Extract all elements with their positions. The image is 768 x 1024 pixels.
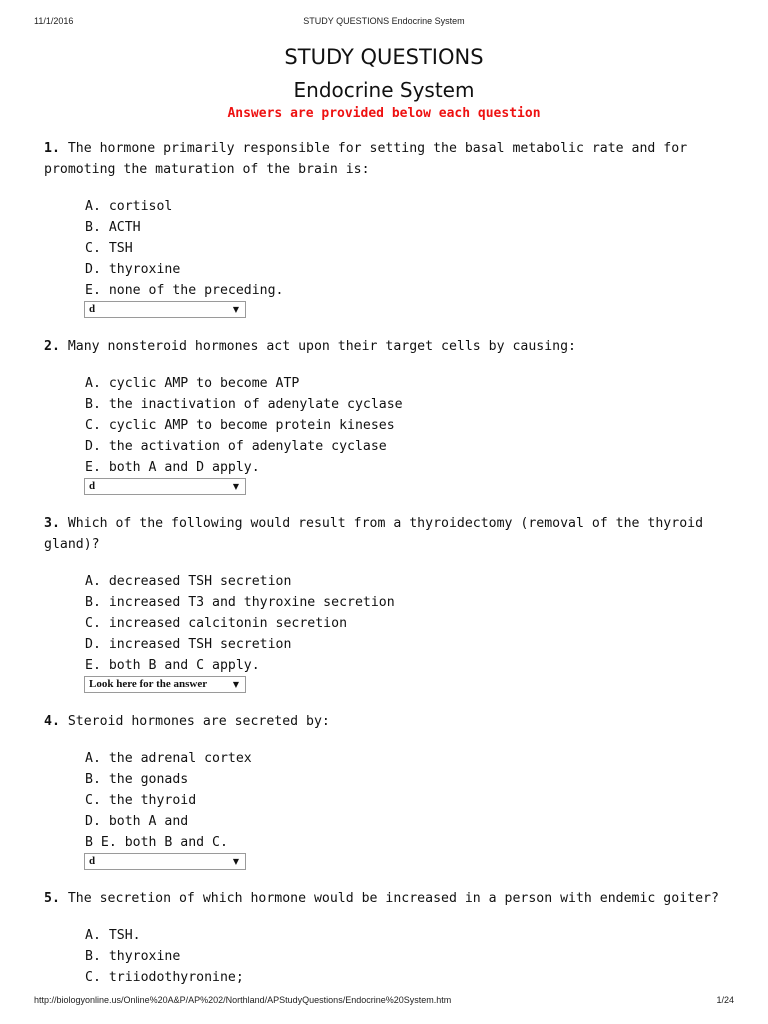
question-1 (44, 138, 734, 318)
answer-dropdown-value: Look here for the answer (89, 678, 208, 690)
question-number: 4. (44, 714, 60, 729)
choice-list (85, 925, 734, 988)
triangle-down-icon: ▼ (232, 680, 239, 689)
question-text (44, 513, 734, 555)
choice-list (85, 748, 734, 853)
choice-e: E. none of the preceding. (85, 283, 284, 298)
question-text (44, 336, 734, 357)
page-title: STUDY QUESTIONS (284, 45, 484, 69)
answer-dropdown-value: d (89, 855, 96, 867)
question-number: 1. (44, 141, 60, 156)
question-text (44, 888, 734, 909)
choice-c: C. TSH (85, 241, 133, 256)
choice-c: C. triiodothyronine; (85, 970, 244, 985)
choice-list (85, 196, 734, 301)
choice-b: B. the inactivation of adenylate cyclase (85, 397, 403, 412)
choice-e: E. both B and C apply. (85, 658, 260, 673)
choice-d: D. thyroxine (85, 262, 181, 277)
question-body: The secretion of which hormone would be increased in a person with endemic goiter? (67, 891, 719, 906)
page-url: http://biologyonline.us/Online%20A&P/AP%202/Northland/APStudyQuestions/Endocrine%20System.htm (34, 995, 452, 1005)
question-number: 3. (44, 516, 60, 531)
choice-list (85, 571, 734, 676)
question-number: 2. (44, 339, 60, 354)
choice-a: A. TSH. (85, 928, 141, 943)
question-body: The hormone primarily responsible for setting the basal metabolic rate and for promoting the maturation of the brain is: (44, 141, 688, 177)
choice-d: D. increased TSH secretion (85, 637, 292, 652)
choice-d: D. the activation of adenylate cyclase (85, 439, 387, 454)
triangle-down-icon: ▼ (232, 305, 239, 314)
answer-dropdown[interactable] (84, 301, 246, 318)
question-list (44, 138, 734, 988)
answer-dropdown[interactable] (84, 853, 246, 870)
page-number: 1/24 (716, 995, 734, 1005)
print-date: 11/1/2016 (34, 16, 74, 26)
question-text (44, 711, 734, 732)
page-subtitle: Endocrine System (293, 78, 475, 102)
triangle-down-icon: ▼ (232, 857, 239, 866)
question-4 (44, 711, 734, 870)
choice-b: B. thyroxine (85, 949, 181, 964)
choice-a: A. cyclic AMP to become ATP (85, 376, 300, 391)
question-3 (44, 513, 734, 693)
question-body: Which of the following would result from a thyroidectomy (removal of the thyroid gland)? (44, 516, 704, 552)
choice-e: B E. both B and C. (85, 835, 228, 850)
question-5 (44, 888, 734, 988)
answer-dropdown[interactable] (84, 478, 246, 495)
choice-list (85, 373, 734, 478)
choice-a: A. cortisol (85, 199, 173, 214)
question-body: Steroid hormones are secreted by: (67, 714, 330, 729)
question-number: 5. (44, 891, 60, 906)
choice-c: C. increased calcitonin secretion (85, 616, 348, 631)
choice-e: E. both A and D apply. (85, 460, 260, 475)
answer-dropdown-value: d (89, 303, 96, 315)
print-title: STUDY QUESTIONS Endocrine System (303, 16, 465, 26)
question-2 (44, 336, 734, 495)
answer-dropdown[interactable] (84, 676, 246, 693)
choice-b: B. the gonads (85, 772, 189, 787)
choice-b: B. ACTH (85, 220, 141, 235)
question-text (44, 138, 734, 180)
choice-d: D. both A and (85, 814, 189, 829)
triangle-down-icon: ▼ (232, 482, 239, 491)
answer-note: Answers are provided below each question (227, 106, 541, 121)
question-body: Many nonsteroid hormones act upon their target cells by causing: (67, 339, 576, 354)
choice-c: C. the thyroid (85, 793, 197, 808)
choice-a: A. the adrenal cortex (85, 751, 252, 766)
choice-a: A. decreased TSH secretion (85, 574, 292, 589)
answer-dropdown-value: d (89, 480, 96, 492)
choice-b: B. increased T3 and thyroxine secretion (85, 595, 395, 610)
choice-c: C. cyclic AMP to become protein kineses (85, 418, 395, 433)
